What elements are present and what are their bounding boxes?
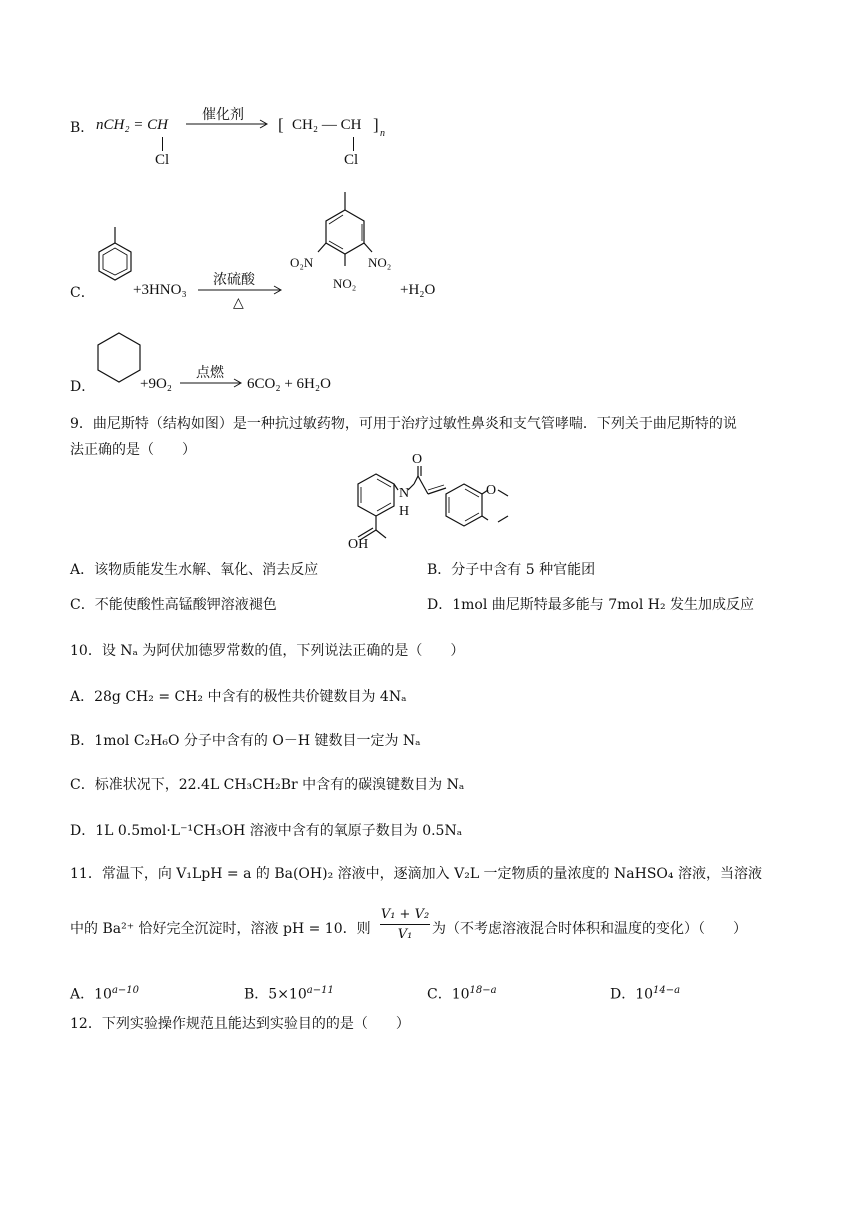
q9-stem-line1: 9．曲尼斯特（结构如图）是一种抗过敏药物，可用于治疗过敏性鼻炎和支气管哮喘．下列关于曲尼斯特的说 [70, 416, 737, 432]
q11-option-b [244, 981, 334, 1005]
q11-option-c [427, 981, 497, 1005]
tranilast-ester-o: O [486, 483, 497, 498]
q11-option-d [610, 981, 680, 1005]
reaction-d-label: D． [70, 379, 96, 395]
tnt-nitro-bottom: NO₂ [333, 276, 357, 291]
reaction-d-reagent: +9O₂ [140, 376, 173, 392]
reaction-b-degree: n [380, 128, 385, 139]
reaction-b-reactant-substituent: Cl [155, 152, 170, 168]
q11-option-a-base: A．10 [70, 986, 112, 1003]
reaction-d-condition: 点燃 [196, 365, 224, 381]
q9-stem-line2: 法正确的是（ ） [70, 442, 196, 458]
reaction-b-overline [280, 124, 384, 125]
q11-stem-line2-pre: 中的 Ba²⁺ 恰好完全沉淀时，溶液 pH = 10．则 [70, 921, 371, 937]
q10-option-b: B．1mol C₂H₆O 分子中含有的 O－H 键数目一定为 Nₐ [70, 733, 421, 749]
q9-option-d: D．1mol 曲尼斯特最多能与 7mol H₂ 发生加成反应 [427, 597, 755, 613]
q10-option-d: D．1L 0.5mol·L⁻¹CH₃OH 溶液中含有的氧原子数目为 0.5Nₐ [70, 823, 463, 839]
q11-option-c-base: C．10 [427, 986, 470, 1003]
reaction-b-arrow-icon [186, 118, 272, 130]
q9-option-b: B．分子中含有 5 种官能团 [427, 562, 596, 578]
q12-stem: 12．下列实验操作规范且能达到实验目的的是（ ） [70, 1016, 410, 1032]
q11-stem-line2-post: 为（不考虑溶液混合时体积和温度的变化）（ ） [432, 921, 747, 937]
q9-option-a: A．该物质能发生水解、氧化、消去反应 [70, 562, 319, 578]
reaction-d-products: 6CO₂ + 6H₂O [247, 376, 331, 392]
q11-option-b-exponent: a−11 [306, 985, 334, 996]
reaction-b-reactant-bond [162, 137, 163, 151]
q10-stem: 10．设 Nₐ 为阿伏加德罗常数的值，下列说法正确的是（ ） [70, 643, 465, 659]
tranilast-cooh: OH [348, 537, 369, 552]
q11-fraction-numerator: V₁ + V₂ [380, 907, 430, 922]
q11-fraction [380, 906, 430, 943]
q11-fraction-denominator: V₁ [397, 927, 413, 942]
reaction-b-polymer-bond [353, 137, 354, 151]
tranilast-n: N [399, 486, 410, 501]
q11-option-b-base: B．5×10 [244, 986, 307, 1003]
reaction-b-polymer-unit: CH₂ — CH [292, 117, 362, 133]
tnt-nitro-left: O₂N [290, 255, 314, 270]
reaction-b-reactant: nCH₂ = CH [96, 117, 169, 133]
q11-option-a [70, 981, 139, 1005]
reaction-c-reagent: +3HNO₃ [133, 282, 187, 298]
q10-option-a: A．28g CH₂ = CH₂ 中含有的极性共价键数目为 4Nₐ [70, 689, 407, 705]
cyclohexane-structure [94, 330, 144, 388]
q11-fraction-bar [380, 924, 430, 925]
q11-option-d-base: D．10 [610, 986, 654, 1003]
reaction-c-water: +H₂O [400, 282, 436, 298]
tranilast-carbonyl-o: O [412, 452, 423, 467]
q11-option-d-exponent: 14−a [653, 985, 681, 996]
reaction-d-arrow-icon [180, 377, 246, 389]
reaction-b-bracket-left: [ [278, 115, 284, 134]
q11-option-a-exponent: a−10 [111, 985, 140, 996]
reaction-c-condition-bottom: △ [233, 295, 244, 311]
tnt-nitro-right: NO₂ [368, 255, 392, 270]
reaction-c-label: C． [70, 285, 95, 301]
q10-option-c: C．标准状况下，22.4L CH₃CH₂Br 中含有的碳溴键数目为 Nₐ [70, 777, 465, 793]
tranilast-structure [346, 466, 516, 558]
reaction-c-condition-top: 浓硫酸 [213, 272, 255, 288]
q11-stem-line1: 11．常温下，向 V₁LpH = a 的 Ba(OH)₂ 溶液中，逐滴加入 V₂L 一定物质的量浓度的 NaHSO₄ 溶液，当溶液 [70, 866, 762, 882]
reaction-b-polymer-substituent: Cl [344, 152, 359, 168]
q9-option-c: C．不能使酸性高锰酸钾溶液褪色 [70, 597, 277, 613]
reaction-b-catalyst: 催化剂 [202, 107, 244, 123]
reaction-b-bracket-right: ] [373, 115, 379, 134]
q11-option-c-exponent: 18−a [469, 985, 497, 996]
tranilast-h: H [399, 504, 410, 519]
reaction-b-label: B． [70, 120, 95, 136]
